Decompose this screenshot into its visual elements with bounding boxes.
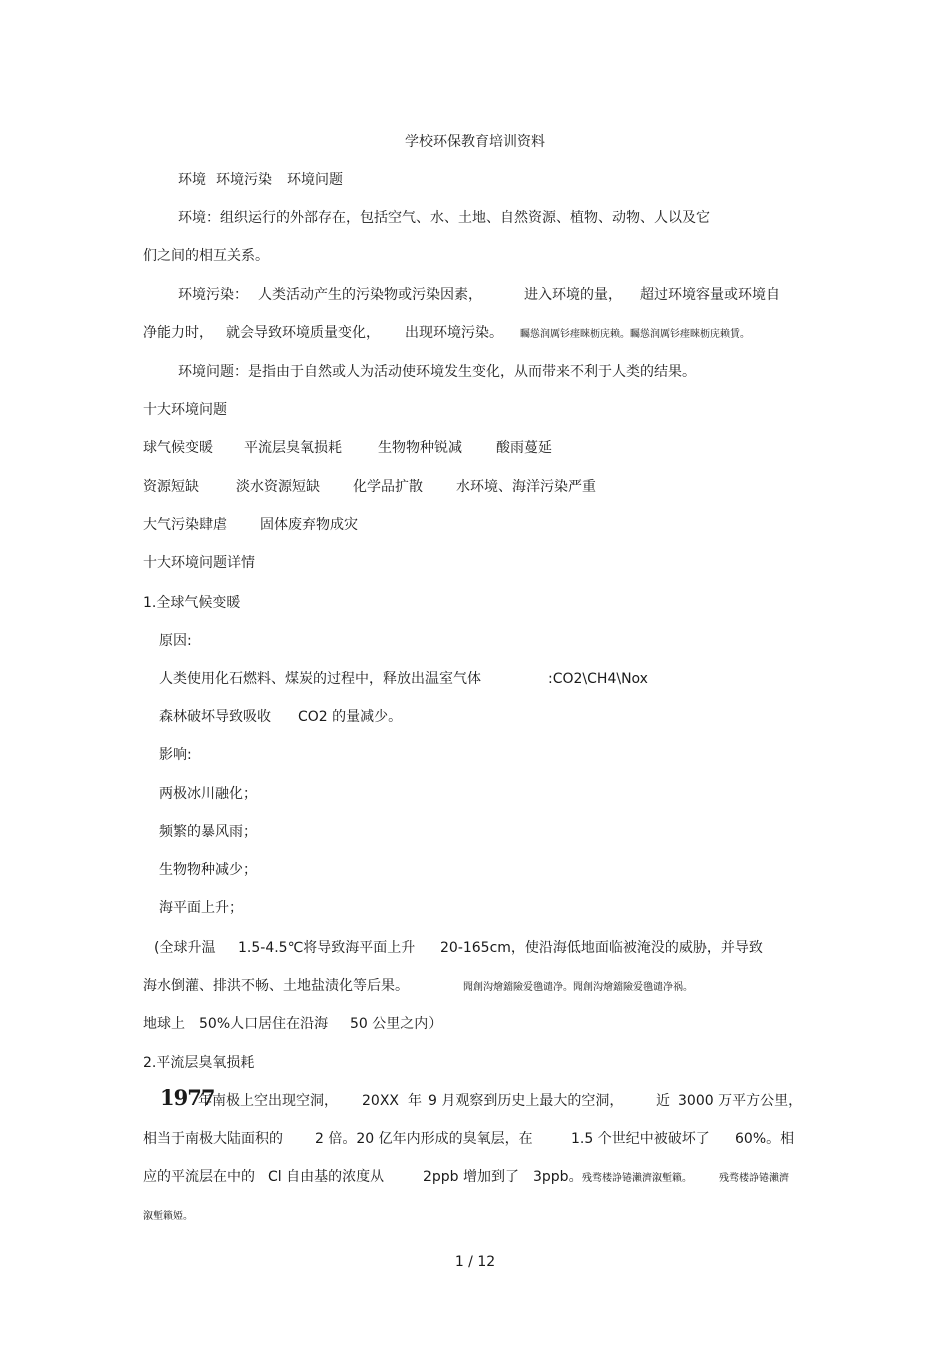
small-garbled-text: 残骛楼諍锩瀨濟溆塹籟。 (582, 1173, 692, 1184)
ozone-text: 2 倍。20 亿年内形成的臭氧层，在 (315, 1131, 533, 1147)
subsection-heading: 2.平流层臭氧损耗 (143, 1055, 255, 1071)
page-title: 学校环保教育培训资料 (405, 134, 545, 150)
cause-text: 人类使用化石燃料、煤炭的过程中，释放出温室气体 (159, 671, 481, 687)
problem-definition: 环境问题：是指由于自然或人为活动使环境发生变化，从而带来不利于人类的结果。 (178, 364, 696, 380)
section-heading: 十大环境问题详情 (143, 555, 255, 571)
ozone-text: 近 (656, 1093, 670, 1109)
effect-item: 频繁的暴风雨； (159, 824, 257, 840)
cause-text: CO2 的量减少。 (298, 709, 403, 725)
pollution-definition: 环境污染： (178, 287, 248, 303)
pollution-definition-cont: 出现环境污染。 (405, 325, 503, 341)
small-garbled-text: 矚慫润厲钐瘗睞枥庑赖。矚慫润厲钐瘗睞枥庑赖賃。 (520, 329, 750, 340)
ozone-text: Cl 自由基的浓度从 (268, 1169, 385, 1185)
problem-item: 水环境、海洋污染严重 (456, 479, 596, 495)
cause-text: 森林破坏导致吸收 (159, 709, 271, 725)
ozone-text: 应的平流层在中的 (143, 1169, 255, 1185)
ozone-text: 相当于南极大陆面积的 (143, 1131, 283, 1147)
ozone-text: 3ppb。 (533, 1169, 583, 1185)
keyword: 环境污染 (216, 172, 272, 188)
note-text: 地球上 (143, 1016, 185, 1032)
pollution-definition-cont: 净能力时， (143, 325, 213, 341)
note-text: (全球升温 (154, 940, 216, 956)
page-number: 1 / 12 (454, 1254, 496, 1270)
effect-item: 两极冰川融化； (159, 786, 257, 802)
ozone-text: 1.5 个世纪中被破坏了 (571, 1131, 710, 1147)
effect-label: 影响: (159, 747, 192, 763)
problem-item: 资源短缺 (143, 479, 199, 495)
small-garbled-text: 溆塹籟婭。 (143, 1211, 193, 1222)
note-text: 50%人口居住在沿海 (199, 1016, 329, 1032)
year-1977: 1977 (160, 1085, 215, 1110)
small-garbled-text: 残骛楼諍锩瀨濟 (719, 1173, 789, 1184)
ozone-text: 3000 万平方公里， (678, 1093, 803, 1109)
effect-item: 生物物种减少； (159, 862, 257, 878)
problem-item: 固体废弃物成灾 (260, 517, 358, 533)
subsection-heading: 1.全球气候变暖 (143, 595, 241, 611)
pollution-definition: 人类活动产生的污染物或污染因素， (258, 287, 482, 303)
effect-item: 海平面上升； (159, 900, 243, 916)
problem-item: 化学品扩散 (353, 479, 423, 495)
pollution-definition-cont: 就会导致环境质量变化， (226, 325, 380, 341)
problem-item: 大气污染肆虐 (143, 517, 227, 533)
environment-definition: 环境：组织运行的外部存在，包括空气、水、土地、自然资源、植物、动物、人以及它 (178, 210, 710, 226)
problem-item: 酸雨蔓延 (496, 440, 552, 456)
keyword: 环境问题 (287, 172, 343, 188)
note-text: 50 公里之内） (350, 1016, 443, 1032)
ozone-text: 9 月观察到历史上最大的空洞， (428, 1093, 624, 1109)
ozone-text: 20XX (362, 1093, 399, 1109)
ozone-text: 2ppb 增加到了 (423, 1169, 520, 1185)
note-text: 20-165cm，使沿海低地面临被淹没的威胁，并导致 (440, 940, 763, 956)
problem-item: 球气候变暖 (143, 440, 213, 456)
cause-text: :CO2\CH4\Nox (548, 671, 648, 687)
section-heading: 十大环境问题 (143, 402, 227, 418)
pollution-definition: 超过环境容量或环境自 (640, 287, 780, 303)
pollution-definition: 进入环境的量， (524, 287, 622, 303)
cause-label: 原因: (159, 633, 192, 649)
note-text: 1.5-4.5℃将导致海平面上升 (238, 940, 416, 956)
problem-item: 平流层臭氧损耗 (244, 440, 342, 456)
environment-definition-cont: 们之间的相互关系。 (143, 248, 269, 264)
small-garbled-text: 聞創沟燴鐺險爱氇谴净。聞創沟燴鐺險爱氇谴净祸。 (463, 982, 693, 993)
note-text: 海水倒灌、排洪不畅、土地盐渍化等后果。 (143, 978, 409, 994)
ozone-text: 年 (408, 1093, 422, 1109)
problem-item: 淡水资源短缺 (236, 479, 320, 495)
problem-item: 生物物种锐减 (378, 440, 462, 456)
ozone-text: 年南极上空出现空洞， (198, 1093, 338, 1109)
ozone-text: 60%。相 (735, 1131, 795, 1147)
keyword: 环境 (178, 172, 206, 188)
